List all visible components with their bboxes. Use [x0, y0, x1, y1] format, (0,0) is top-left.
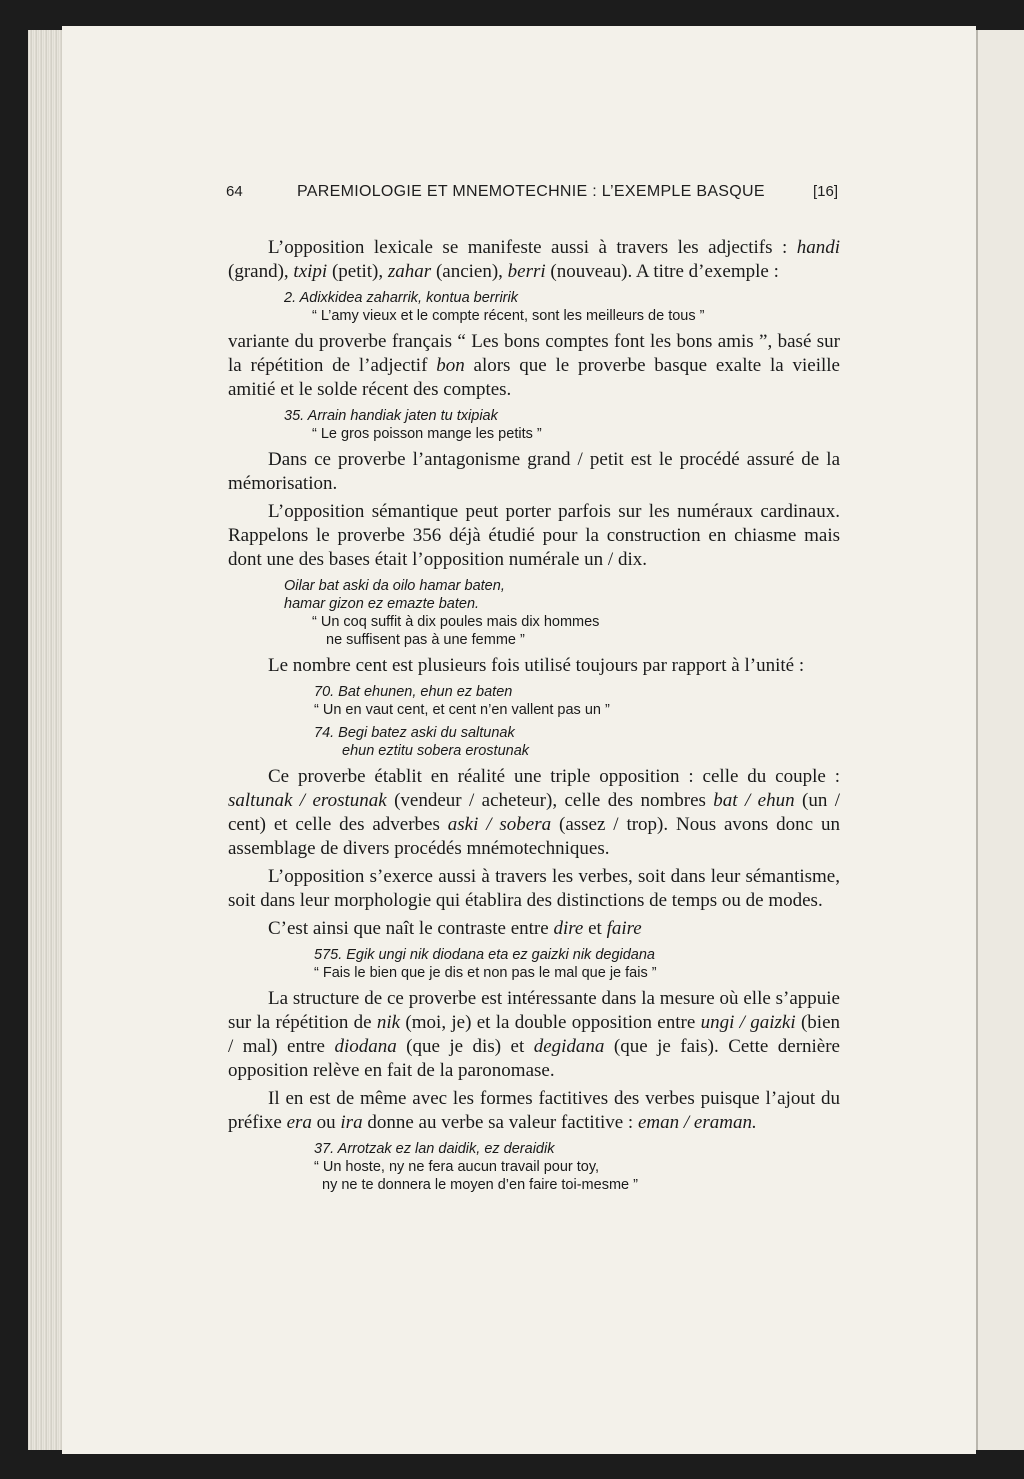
proverb-basque: 35. Arrain handiak jaten tu txipiak [284, 408, 498, 424]
proverb-translation: “ Un coq suffit à dix poules mais dix hommes [312, 614, 600, 630]
proverb-translation: “ Un hoste, ny ne fera aucun travail pour toy, [314, 1159, 600, 1175]
proverb-basque: ehun eztitu sobera erostunak [342, 743, 530, 759]
paragraph-triple-opposition: Ce proverbe établit en réalité une triple opposition : celle du couple : saltunak / erostunak (vendeur / acheteur), celle des nombres bat / ehun (un / cent) et celle des adverbes aski / sobera (assez / trop). Nous avons donc un assemblage de divers procédés mnémotechniques. [228, 766, 840, 859]
proverb-basque: 575. Egik ungi nik diodana eta ez gaizki nik degidana [314, 947, 655, 963]
proverb-74 [228, 724, 840, 760]
proverb-basque: hamar gizon ez emazte baten. [284, 596, 480, 612]
paragraph-cent: Le nombre cent est plusieurs fois utilisé toujours par rapport à l’unité : [268, 655, 805, 676]
paragraph-antagonisme: Dans ce proverbe l’antagonisme grand / petit est le procédé assuré de la mémorisation. [228, 449, 840, 494]
paragraph-variante: variante du proverbe français “ Les bons comptes font les bons amis ”, basé sur la répétition de l’adjectif bon alors que le proverbe basque exalte la vieille amitié et le solde récent des comptes. [228, 331, 840, 400]
paragraph-adjectives: L’opposition lexicale se manifeste aussi à travers les adjectifs : handi (grand), txipi (petit), zahar (ancien), berri (nouveau). A titre d’exemple : [228, 237, 840, 282]
section-number: [16] [813, 183, 839, 200]
paragraph-verbes: L’opposition s’exerce aussi à travers les verbes, soit dans leur sémantisme, soit dans leur morphologie qui établira des distinctions de temps ou de modes. [228, 866, 840, 911]
proverb-translation: ny ne te donnera le moyen d’en faire toi-mesme ” [322, 1177, 638, 1193]
proverb-575 [228, 946, 840, 982]
proverb-basque: Oilar bat aski da oilo hamar baten, [284, 578, 505, 594]
proverb-70 [228, 683, 840, 719]
paragraph-structure: La structure de ce proverbe est intéressante dans la mesure où elle s’appuie sur la répétition de nik (moi, je) et la double opposition entre ungi / gaizki (bien / mal) entre diodana (que je dis) et degidana (que je fais). Cette dernière opposition relève en fait de la paronomase. [228, 988, 841, 1081]
text-body [228, 236, 840, 1199]
proverb-basque: 37. Arrotzak ez lan daidik, ez deraidik [314, 1141, 555, 1157]
proverb-37 [228, 1140, 840, 1194]
proverb-2 [228, 289, 840, 325]
proverb-basque: 70. Bat ehunen, ehun ez baten [314, 684, 513, 700]
proverb-356 [228, 577, 840, 649]
paragraph-contraste: C’est ainsi que naît le contraste entre dire et faire [268, 918, 642, 939]
proverb-basque: 74. Begi batez aski du saltunak [314, 725, 515, 741]
header-title: PAREMIOLOGIE ET MNEMOTECHNIE : L’EXEMPLE BASQUE [297, 183, 765, 200]
proverb-translation: “ Un en vaut cent, et cent n’en vallent pas un ” [314, 702, 610, 718]
paragraph-factitives: Il en est de même avec les formes factitives des verbes puisque l’ajout du préfixe era ou ira donne au verbe sa valeur factitive : eman / eraman. [228, 1088, 840, 1133]
proverb-translation: “ Le gros poisson mange les petits ” [312, 426, 542, 442]
next-page-edge [976, 30, 1024, 1450]
proverb-basque: 2. Adixkidea zaharrik, kontua berririk [284, 290, 518, 306]
paragraph-numeraux: L’opposition sémantique peut porter parfois sur les numéraux cardinaux. Rappelons le proverbe 356 déjà étudié pour la construction en chiasme mais dont une des bases était l’opposition numérale un / dix. [228, 501, 840, 570]
proverb-translation: ne suffisent pas à une femme ” [326, 632, 525, 648]
page-number: 64 [226, 183, 243, 200]
running-header [0, 183, 1024, 207]
proverb-translation: “ Fais le bien que je dis et non pas le mal que je fais ” [314, 965, 657, 981]
proverb-35 [228, 407, 840, 443]
proverb-translation: “ L’amy vieux et le compte récent, sont les meilleurs de tous ” [312, 308, 705, 324]
